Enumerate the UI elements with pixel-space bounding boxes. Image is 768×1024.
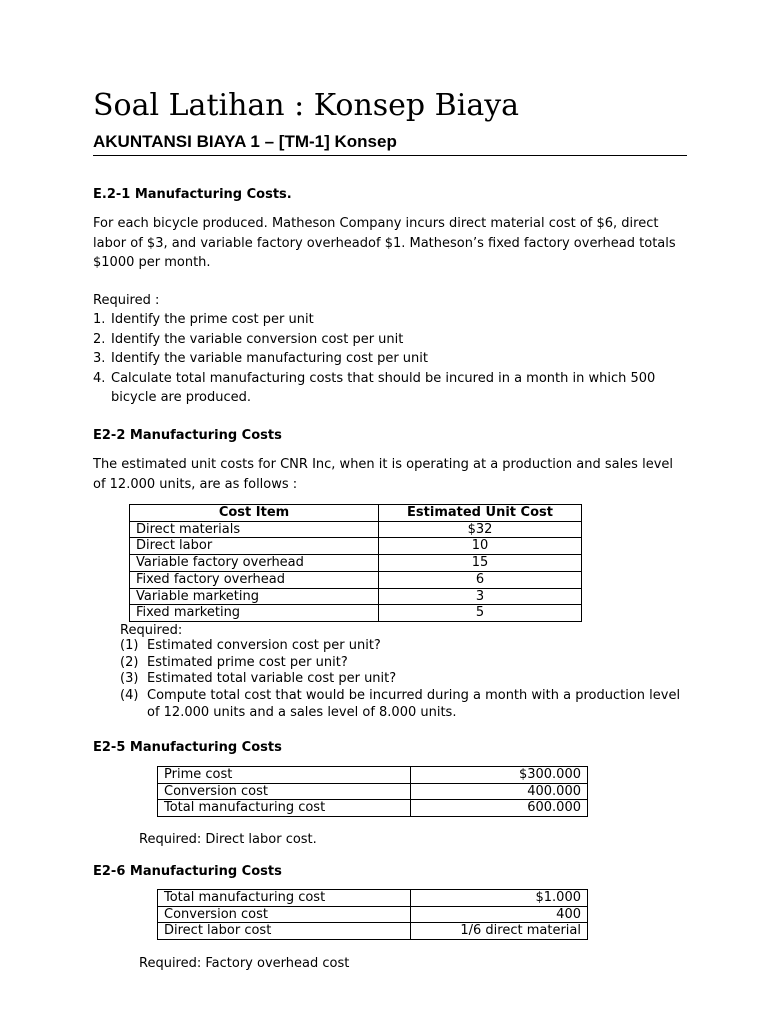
list-item — [120, 655, 687, 672]
table-cell: Direct labor cost — [158, 923, 411, 940]
list-item — [93, 330, 687, 350]
table-cell: $32 — [379, 521, 582, 538]
table-row — [158, 767, 588, 784]
column-header: Estimated Unit Cost — [379, 505, 582, 522]
table-cell: Total manufacturing cost — [158, 800, 411, 817]
list-item — [120, 688, 687, 721]
list-item — [120, 638, 687, 655]
list-number: (3) — [120, 671, 139, 687]
table-cell: 400.000 — [411, 783, 588, 800]
table-cell: Total manufacturing cost — [158, 890, 411, 907]
table-row — [158, 783, 588, 800]
table-row — [158, 923, 588, 940]
e25-required: Required: Direct labor cost. — [139, 832, 317, 847]
table-cell: Direct materials — [130, 521, 379, 538]
e26-cost-table — [157, 889, 588, 940]
list-text: Identify the variable conversion cost per unit — [111, 331, 404, 347]
table-cell: 15 — [379, 555, 582, 572]
table-cell: Variable marketing — [130, 588, 379, 605]
list-number: 3. — [93, 351, 106, 366]
list-text: Identify the variable manufacturing cost per unit — [111, 351, 428, 366]
table-header-row — [130, 505, 582, 522]
e22-required-list — [120, 638, 687, 722]
table-cell: Fixed factory overhead — [130, 571, 379, 588]
list-number: 4. — [93, 370, 106, 386]
table-row — [130, 571, 582, 588]
e21-required-label: Required : — [93, 293, 160, 308]
e21-body: For each bicycle produced. Matheson Company incurs direct material cost of $6, direct labor of $3, and variable factory overheadof $1. Matheson’s fixed factory overhead totals $1000 per month. — [93, 216, 676, 270]
table-cell: Variable factory overhead — [130, 555, 379, 572]
list-item — [120, 671, 687, 688]
table-cell: 10 — [379, 538, 582, 555]
list-text: Calculate total manufacturing costs that should be incured in a month in which 500 bicycle are produced. — [111, 370, 656, 405]
table-cell: Conversion cost — [158, 906, 411, 923]
page-subtitle: AKUNTANSI BIAYA 1 – [TM-1] Konsep — [93, 132, 397, 151]
list-number: (2) — [120, 654, 139, 670]
table-row — [130, 588, 582, 605]
e25-cost-table — [157, 766, 588, 817]
list-item — [93, 349, 687, 369]
table-row — [158, 906, 588, 923]
e21-heading: E.2-1 Manufacturing Costs. — [93, 187, 292, 202]
table-cell: $300.000 — [411, 767, 588, 784]
table-row — [130, 605, 582, 622]
header-divider — [93, 155, 687, 156]
table-cell: 400 — [411, 906, 588, 923]
column-header: Cost Item — [130, 505, 379, 522]
list-text: Estimated prime cost per unit? — [147, 654, 348, 670]
e25-heading: E2-5 Manufacturing Costs — [93, 740, 282, 755]
table-cell: 600.000 — [411, 800, 588, 817]
table-cell: 5 — [379, 605, 582, 622]
table-cell: Prime cost — [158, 767, 411, 784]
table-row — [158, 890, 588, 907]
list-text: Identify the prime cost per unit — [111, 312, 314, 327]
table-cell: 6 — [379, 571, 582, 588]
list-item — [93, 310, 687, 330]
e22-heading: E2-2 Manufacturing Costs — [93, 428, 282, 443]
table-row — [130, 521, 582, 538]
table-cell: $1.000 — [411, 890, 588, 907]
list-number: (4) — [120, 688, 139, 704]
list-text: Estimated conversion cost per unit? — [147, 638, 381, 653]
table-row — [130, 555, 582, 572]
table-row — [158, 800, 588, 817]
table-cell: Direct labor — [130, 538, 379, 555]
list-text: Compute total cost that would be incurred during a month with a production level of 12.000 units and a sales level of 8.000 units. — [147, 688, 681, 720]
list-number: 1. — [93, 312, 106, 327]
e21-required-list — [93, 310, 687, 408]
e22-cost-table — [129, 504, 582, 622]
list-item — [93, 369, 687, 408]
table-cell: Conversion cost — [158, 783, 411, 800]
page-title: Soal Latihan : Konsep Biaya — [93, 88, 520, 123]
e22-required-label: Required: — [120, 623, 183, 638]
table-cell: 1/6 direct material — [411, 923, 588, 940]
table-cell: 3 — [379, 588, 582, 605]
list-number: 2. — [93, 331, 106, 347]
e26-required: Required: Factory overhead cost — [139, 956, 350, 971]
e26-heading: E2-6 Manufacturing Costs — [93, 864, 282, 879]
table-cell: Fixed marketing — [130, 605, 379, 622]
table-row — [130, 538, 582, 555]
e22-body: The estimated unit costs for CNR Inc, when it is operating at a production and sales level of 12.000 units, are as follows : — [93, 457, 673, 492]
list-number: (1) — [120, 638, 139, 653]
list-text: Estimated total variable cost per unit? — [147, 671, 397, 687]
